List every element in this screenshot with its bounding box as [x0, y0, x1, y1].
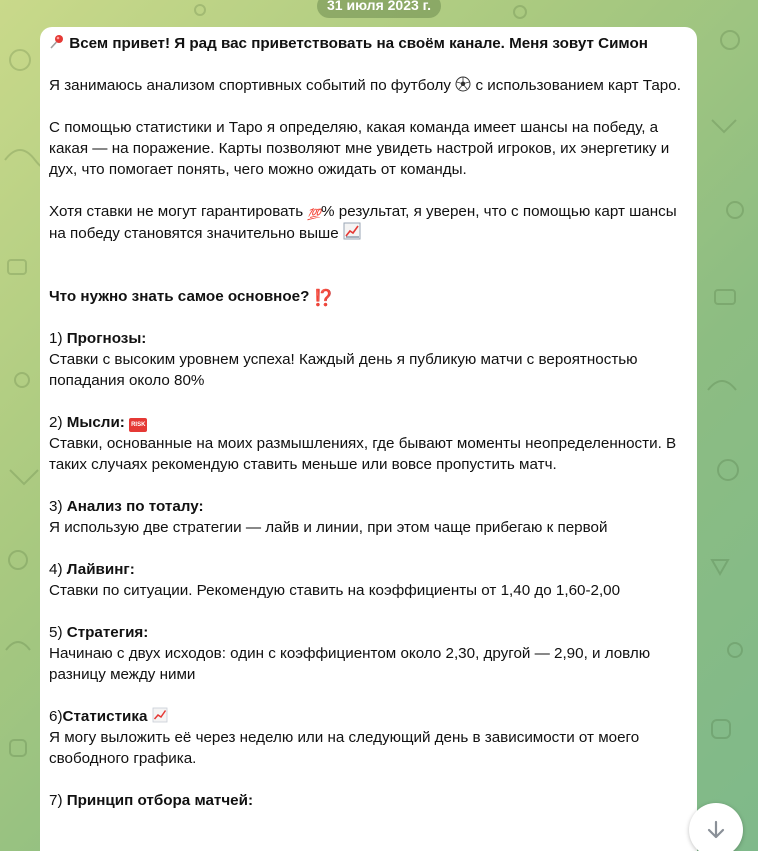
soccer-ball-icon — [455, 76, 471, 94]
list-item-6: 6)Статистика Я могу выложить её через неделю или на следующий день в зависимости от моего свободного графика. — [49, 708, 640, 767]
date-chip: 31 июля 2023 г. — [317, 0, 441, 18]
pushpin-icon — [49, 34, 65, 52]
list-item-5: 5) Стратегия: Начинаю с двух исходов: один с коэффициентом около 2,30, другой — 2,90, и ловлю разницу между ними — [49, 624, 651, 683]
guarantee-paragraph: Хотя ставки не могут гарантировать 💯% результат, я уверен, что с помощью карт шансы на победу становятся значительно выше — [49, 203, 677, 242]
arrow-down-icon — [705, 819, 727, 841]
list-item-3: 3) Анализ по тоталу: Я использую две стратегии — лайв и линии, при этом чаще прибегаю к первой — [49, 498, 608, 536]
basics-heading: Что нужно знать самое основное? ⁉️ — [49, 288, 334, 307]
list-item-7: 7) Принцип отбора матчей: — [49, 792, 254, 809]
risk-badge-icon: RISK — [129, 418, 147, 432]
list-item-1: 1) Прогнозы: Ставки с высоким уровнем успеха! Каждый день я публикую матчи с вероятностью попадания около 80% — [49, 330, 638, 389]
list-item-4: 4) Лайвинг: Ставки по ситуации. Рекомендую ставить на коэффициенты от 1,40 до 1,60-2,00 — [49, 561, 621, 599]
method-paragraph: С помощью статистики и Таро я определяю, какая команда имеет шансы на победу, а какая — на поражение. Карты позволяют мне увидеть настрой игроков, их энергетику и дух, что помогает понять, чего можно ожидать от команды. — [49, 119, 670, 178]
list-item-2: 2) Мысли: RISK Ставки, основанные на моих размышлениях, где бывают моменты неопределенности. В таких случаях рекомендую ставить меньше или вовсе пропустить матч. — [49, 414, 677, 473]
message-text — [49, 33, 689, 811]
exclamation-question-icon: ⁉️ — [313, 290, 334, 307]
chart-increasing-icon — [343, 222, 361, 242]
scroll-to-bottom-button[interactable] — [689, 803, 743, 851]
hundred-points-icon: 💯 — [307, 209, 322, 221]
spacer — [49, 265, 689, 286]
greeting-paragraph — [49, 33, 689, 54]
chart-increasing-icon — [152, 707, 168, 725]
channel-message-bubble — [40, 27, 697, 851]
intro-paragraph: Я занимаюсь анализом спортивных событий по футболу с использованием карт Таро. — [49, 77, 681, 94]
greeting-text: Всем привет! Я рад вас приветствовать на своём канале. Меня зовут Симон — [69, 35, 648, 52]
